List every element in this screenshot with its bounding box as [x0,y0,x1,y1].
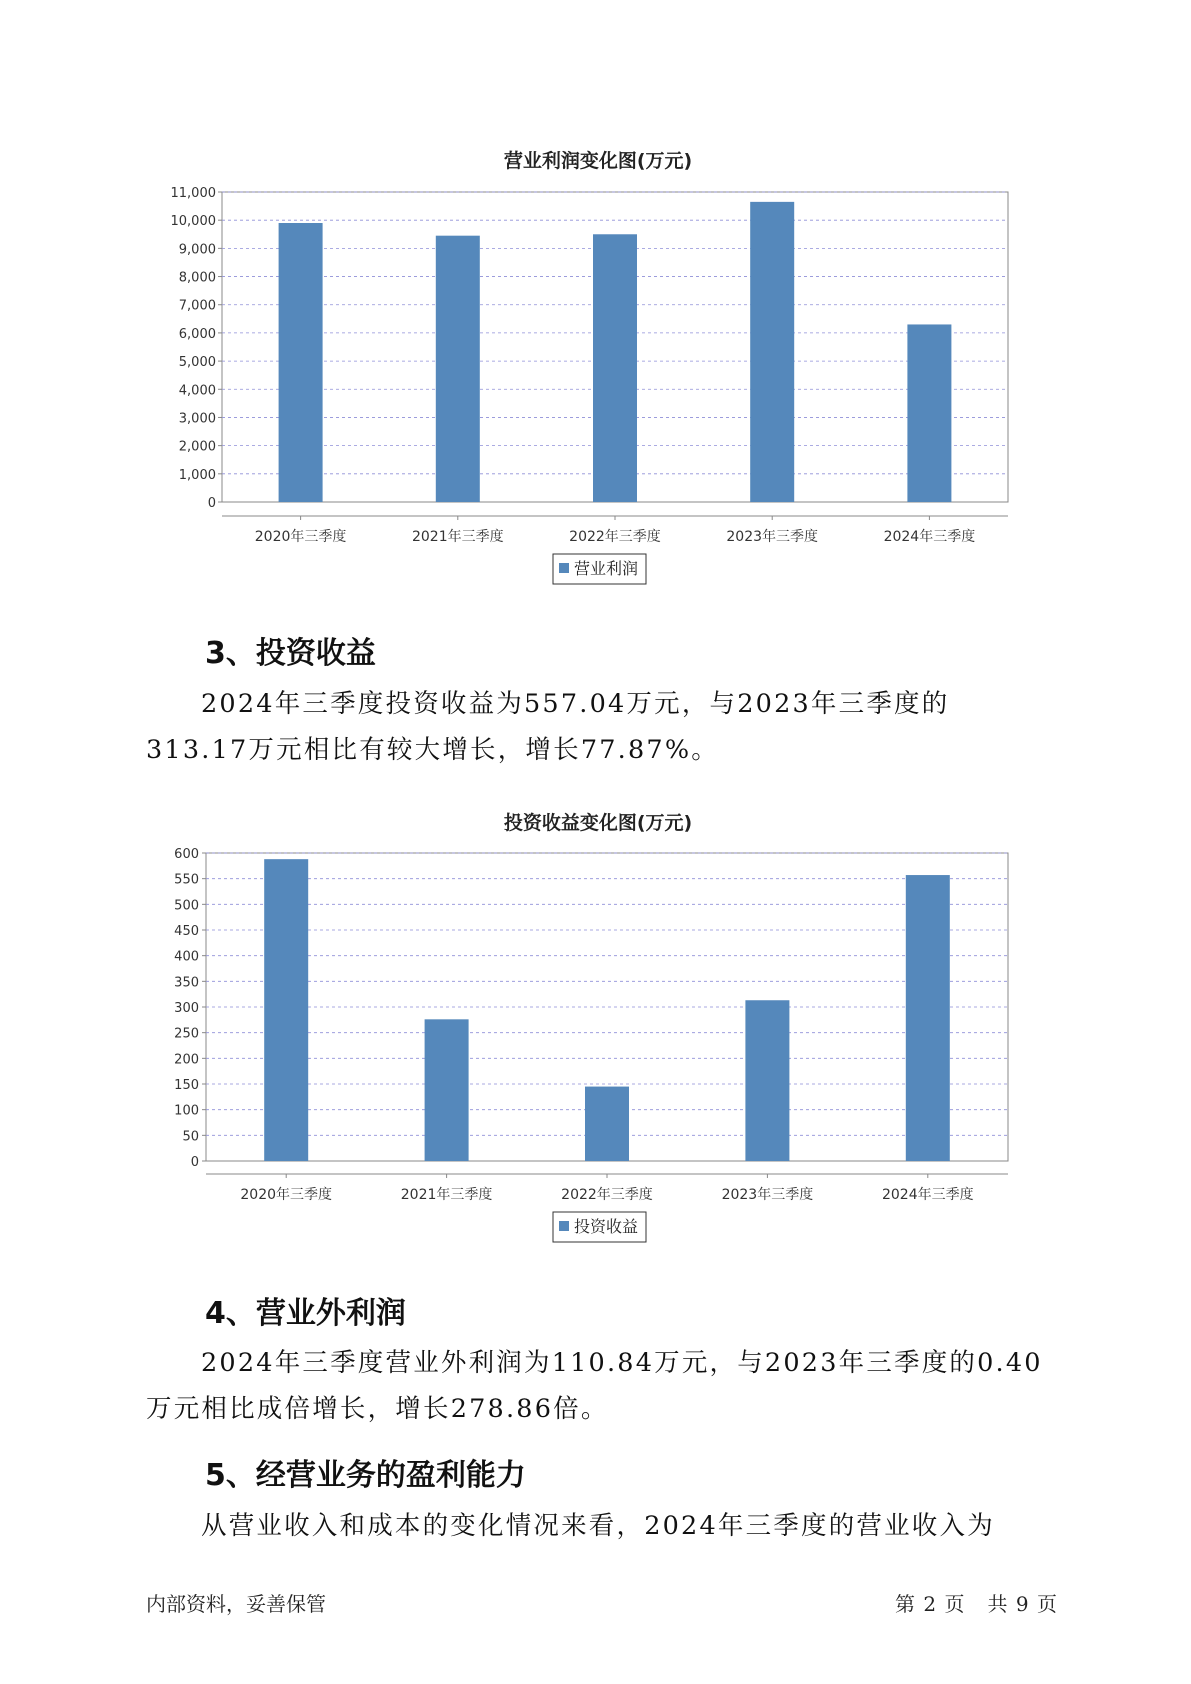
x-tick-label: 2021年三季度 [400,1187,493,1203]
y-tick-label: 2,000 [178,439,216,455]
x-tick-label: 2022年三季度 [569,529,661,545]
y-tick-label: 300 [174,1001,199,1016]
y-tick-label: 3,000 [178,411,216,427]
section-text-investment: 2024年三季度投资收益为557.04万元，与2023年三季度的313.17万元相比有较大增长，增长77.87%。 [146,689,950,765]
bar [264,859,308,1161]
bar [585,1087,629,1161]
y-tick-label: 150 [174,1078,199,1093]
legend-swatch [559,1221,569,1231]
bar [907,324,951,502]
y-tick-label: 1,000 [178,467,216,483]
section-heading-profitability: 5、经营业务的盈利能力 [205,1458,526,1493]
y-tick-label: 550 [174,872,199,888]
section-heading-investment: 3、投资收益 [205,636,376,671]
legend-label: 营业利润 [574,559,639,578]
x-tick-label: 2020年三季度 [254,529,347,545]
y-tick-label: 9,000 [178,242,216,258]
y-tick-label: 0 [207,496,216,511]
legend [553,554,646,584]
operating-profit-chart [0,140,1191,600]
operating-profit-chart-svg [0,140,1191,600]
x-tick-label: 2020年三季度 [240,1187,333,1203]
y-tick-label: 100 [174,1103,199,1119]
x-tick-label: 2023年三季度 [721,1187,814,1203]
x-tick-label: 2023年三季度 [726,529,819,545]
y-tick-label: 7,000 [178,298,216,314]
y-tick-label: 0 [190,1155,199,1170]
y-tick-label: 450 [174,924,199,939]
legend-label: 投资收益 [574,1217,639,1236]
x-axis-labels [240,1174,973,1203]
bar [279,223,323,502]
y-tick-label: 400 [174,949,199,965]
y-tick-label: 11,000 [170,186,216,201]
chart-title: 投资收益变化图(万元) [503,812,693,834]
section-text-profitability: 从营业收入和成本的变化情况来看，2024年三季度的营业收入为 [201,1511,995,1541]
bar [745,1000,789,1161]
legend-swatch [559,563,569,573]
y-tick-label: 200 [174,1052,199,1068]
bar [750,202,794,502]
y-axis-labels [171,186,223,511]
bar [425,1019,469,1161]
x-tick-label: 2021年三季度 [411,529,504,545]
x-tick-label: 2024年三季度 [881,1187,974,1203]
x-axis-labels [255,516,975,545]
y-tick-label: 10,000 [170,214,216,230]
x-tick-label: 2022年三季度 [561,1187,653,1203]
y-tick-label: 250 [174,1026,199,1042]
y-tick-label: 600 [174,847,199,862]
x-tick-label: 2024年三季度 [883,529,976,545]
y-tick-label: 8,000 [178,270,216,286]
investment-income-chart-svg [0,802,1191,1262]
footer-confidential-note: 内部资料，妥善保管 [146,1592,326,1616]
y-tick-label: 50 [182,1129,199,1145]
investment-income-chart [0,802,1191,1262]
section-heading-non-operating: 4、营业外利润 [205,1296,406,1331]
y-axis-labels [174,847,206,1170]
y-tick-label: 500 [174,898,199,914]
bar [906,875,950,1161]
legend [553,1212,646,1242]
y-tick-label: 6,000 [178,326,216,342]
y-tick-label: 5,000 [178,355,216,371]
y-tick-label: 350 [174,975,199,991]
footer-page-number: 第 2 页 共 9 页 [895,1592,1058,1616]
section-text-non-operating: 2024年三季度营业外利润为110.84万元，与2023年三季度的0.40万元相比成倍增长，增长278.86倍。 [146,1348,1043,1424]
chart-title: 营业利润变化图(万元) [503,150,693,172]
y-tick-label: 4,000 [178,383,216,399]
bar [593,234,637,502]
bar [436,236,480,502]
